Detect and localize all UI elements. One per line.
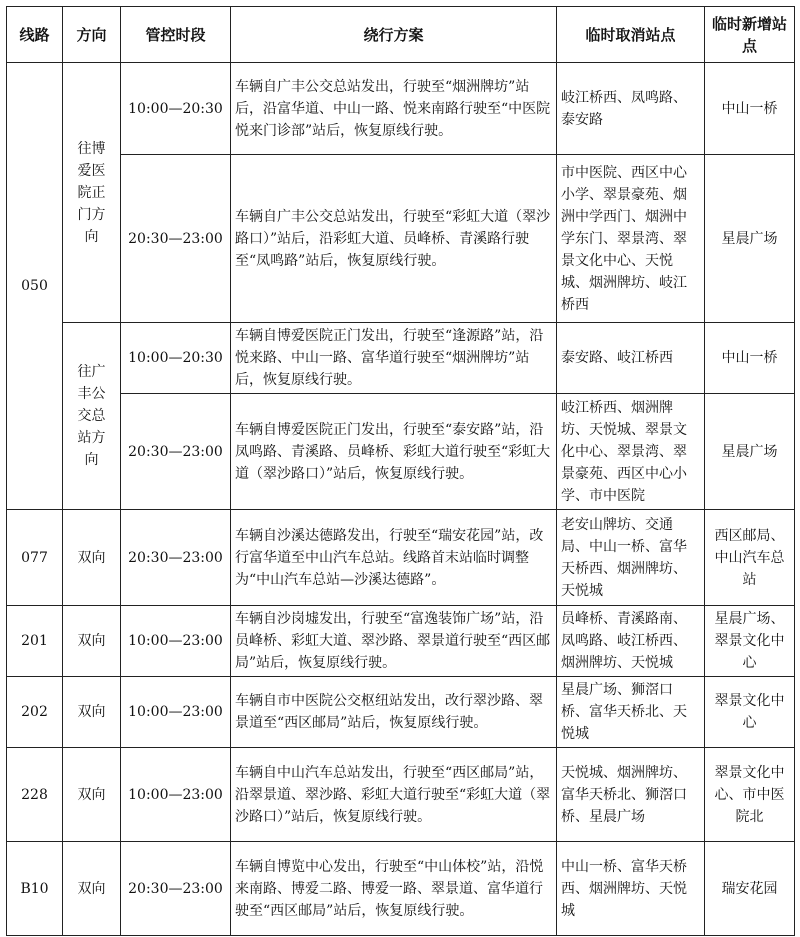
time-cell: 10:00—23:00 xyxy=(121,748,231,842)
cancelled-cell: 员峰桥、青溪路南、凤鸣路、岐江桥西、烟洲牌坊、天悦城 xyxy=(557,606,705,677)
direction-cell: 往博爱医院正门方向 xyxy=(63,63,121,323)
added-cell: 翠景文化中心、市中医院北 xyxy=(705,748,795,842)
plan-cell: 车辆自沙溪达德路发出，行驶至“瑞安花园”站，改行富华道至中山汽车总站。线路首末站临时调整为“中山汽车总站—沙溪达德路”。 xyxy=(231,510,557,606)
plan-cell: 车辆自沙岗墟发出，行驶至“富逸装饰广场”站，沿员峰桥、彩虹大道、翠沙路、翠景道行驶至“西区邮局”站后，恢复原线行驶。 xyxy=(231,606,557,677)
route-cell: B10 xyxy=(7,842,63,936)
added-cell: 瑞安花园 xyxy=(705,842,795,936)
time-cell: 20:30—23:00 xyxy=(121,155,231,323)
header-added: 临时新增站点 xyxy=(705,7,795,63)
header-direction: 方向 xyxy=(63,7,121,63)
table-row xyxy=(7,842,795,936)
added-cell: 星晨广场、翠景文化中心 xyxy=(705,606,795,677)
bus-detour-table xyxy=(6,6,795,936)
route-cell: 228 xyxy=(7,748,63,842)
route-cell: 202 xyxy=(7,677,63,748)
cancelled-cell: 泰安路、岐江桥西 xyxy=(557,323,705,394)
added-cell: 星晨广场 xyxy=(705,155,795,323)
plan-cell: 车辆自市中医院公交枢纽站发出，改行翠沙路、翠景道至“西区邮局”站后，恢复原线行驶。 xyxy=(231,677,557,748)
plan-cell: 车辆自博爱医院正门发出，行驶至“泰安路”站，沿凤鸣路、青溪路、员峰桥、彩虹大道行驶至“彩虹大道（翠沙路口）”站后，恢复原线行驶。 xyxy=(231,394,557,510)
route-cell: 050 xyxy=(7,63,63,510)
added-cell: 翠景文化中心 xyxy=(705,677,795,748)
table-row xyxy=(7,323,795,394)
header-time: 管控时段 xyxy=(121,7,231,63)
header-route: 线路 xyxy=(7,7,63,63)
time-cell: 10:00—20:30 xyxy=(121,323,231,394)
table-row xyxy=(7,63,795,155)
table-row xyxy=(7,510,795,606)
header-row xyxy=(7,7,795,63)
header-plan: 绕行方案 xyxy=(231,7,557,63)
added-cell: 中山一桥 xyxy=(705,323,795,394)
cancelled-cell: 天悦城、烟洲牌坊、富华天桥北、狮滘口桥、星晨广场 xyxy=(557,748,705,842)
plan-cell: 车辆自广丰公交总站发出，行驶至“烟洲牌坊”站后，沿富华道、中山一路、悦来南路行驶至“中医院悦来门诊部”站后，恢复原线行驶。 xyxy=(231,63,557,155)
direction-cell: 双向 xyxy=(63,606,121,677)
cancelled-cell: 老安山牌坊、交通局、中山一桥、富华天桥西、烟洲牌坊、天悦城 xyxy=(557,510,705,606)
cancelled-cell: 岐江桥西、凤鸣路、泰安路 xyxy=(557,63,705,155)
table-row xyxy=(7,606,795,677)
plan-cell: 车辆自博爱医院正门发出，行驶至“逢源路”站，沿悦来路、中山一路、富华道行驶至“烟洲牌坊”站后，恢复原线行驶。 xyxy=(231,323,557,394)
cancelled-cell: 中山一桥、富华天桥西、烟洲牌坊、天悦城 xyxy=(557,842,705,936)
route-cell: 201 xyxy=(7,606,63,677)
table-row xyxy=(7,748,795,842)
added-cell: 西区邮局、中山汽车总站 xyxy=(705,510,795,606)
direction-cell: 双向 xyxy=(63,677,121,748)
header-cancelled: 临时取消站点 xyxy=(557,7,705,63)
time-cell: 10:00—23:00 xyxy=(121,606,231,677)
table-row xyxy=(7,155,795,323)
direction-cell: 双向 xyxy=(63,842,121,936)
time-cell: 20:30—23:00 xyxy=(121,842,231,936)
direction-cell: 双向 xyxy=(63,748,121,842)
added-cell: 星晨广场 xyxy=(705,394,795,510)
table-row xyxy=(7,394,795,510)
time-cell: 20:30—23:00 xyxy=(121,394,231,510)
time-cell: 10:00—23:00 xyxy=(121,677,231,748)
plan-cell: 车辆自广丰公交总站发出，行驶至“彩虹大道（翠沙路口）”站后，沿彩虹大道、员峰桥、青溪路行驶至“凤鸣路”站后，恢复原线行驶。 xyxy=(231,155,557,323)
direction-cell: 双向 xyxy=(63,510,121,606)
plan-cell: 车辆自中山汽车总站发出，行驶至“西区邮局”站，沿翠景道、翠沙路、彩虹大道行驶至“彩虹大道（翠沙路口）”站后，恢复原线行驶。 xyxy=(231,748,557,842)
direction-cell: 往广丰公交总站方向 xyxy=(63,323,121,510)
cancelled-cell: 岐江桥西、烟洲牌坊、天悦城、翠景文化中心、翠景湾、翠景豪苑、西区中心小学、市中医院 xyxy=(557,394,705,510)
plan-cell: 车辆自博览中心发出，行驶至“中山体校”站，沿悦来南路、博爱二路、博爱一路、翠景道、富华道行驶至“西区邮局”站后，恢复原线行驶。 xyxy=(231,842,557,936)
time-cell: 10:00—20:30 xyxy=(121,63,231,155)
time-cell: 20:30—23:00 xyxy=(121,510,231,606)
route-cell: 077 xyxy=(7,510,63,606)
added-cell: 中山一桥 xyxy=(705,63,795,155)
cancelled-cell: 星晨广场、狮滘口桥、富华天桥北、天悦城 xyxy=(557,677,705,748)
table-row xyxy=(7,677,795,748)
cancelled-cell: 市中医院、西区中心小学、翠景豪苑、烟洲中学西门、烟洲中学东门、翠景湾、翠景文化中心、天悦城、烟洲牌坊、岐江桥西 xyxy=(557,155,705,323)
